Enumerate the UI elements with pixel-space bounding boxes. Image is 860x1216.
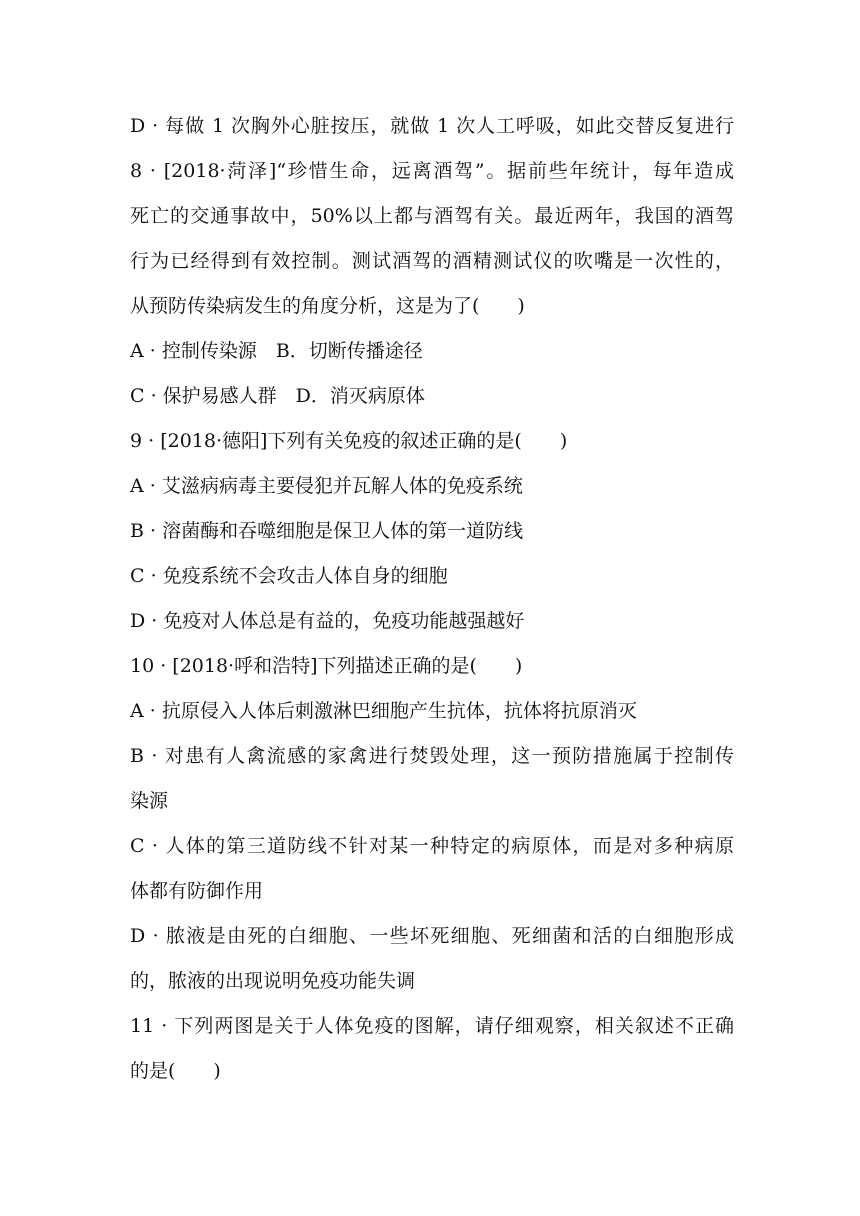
- question-9-option-a: A · 艾滋病病毒主要侵犯并瓦解人体的免疫系统: [130, 475, 523, 497]
- document-page: [130, 104, 734, 1094]
- question-10-option-c-line-1: C · 人体的第三道防线不针对某一种特定的病原体，而是对多种病原: [130, 835, 734, 857]
- question-9-stem: 9 · [2018·德阳]下列有关免疫的叙述正确的是( ): [130, 430, 568, 452]
- question-9-option-c: C · 免疫系统不会攻击人体自身的细胞: [130, 565, 448, 587]
- question-10-option-b-line-1: B · 对患有人禽流感的家禽进行焚毁处理，这一预防措施属于控制传: [130, 745, 734, 767]
- question-10-option-d-line-1: D · 脓液是由死的白细胞、一些坏死细胞、死细菌和活的白细胞形成: [130, 925, 734, 947]
- question-9-option-b: B · 溶菌酶和吞噬细胞是保卫人体的第一道防线: [130, 520, 524, 542]
- question-8-line-1: 8 · [2018·菏泽]“珍惜生命，远离酒驾”。据前些年统计，每年造成: [130, 160, 734, 182]
- question-8-options-ab: A · 控制传染源 B．切断传播途径: [130, 340, 423, 362]
- question-10-option-b-line-2: 染源: [130, 790, 169, 812]
- question-11-stem-line-2: 的是( ): [130, 1060, 221, 1082]
- question-11-stem-line-1: 11 · 下列两图是关于人体免疫的图解，请仔细观察，相关叙述不正确: [130, 1015, 734, 1037]
- question-8-options-cd: C · 保护易感人群 D．消灭病原体: [130, 385, 425, 407]
- question-10-stem: 10 · [2018·呼和浩特]下列描述正确的是( ): [130, 655, 523, 677]
- question-10-option-c-line-2: 体都有防御作用: [130, 880, 264, 902]
- question-8-line-2: 死亡的交通事故中，50%以上都与酒驾有关。最近两年，我国的酒驾: [130, 205, 734, 227]
- question-10-option-d-line-2: 的，脓液的出现说明免疫功能失调: [130, 970, 416, 992]
- question-9-option-d: D · 免疫对人体总是有益的，免疫功能越强越好: [130, 610, 525, 632]
- option-8d-prev: D · 每做 1 次胸外心脏按压，就做 1 次人工呼吸，如此交替反复进行: [130, 115, 734, 137]
- question-8-line-4: 从预防传染病发生的角度分析，这是为了( ): [130, 295, 525, 317]
- question-10-option-a: A · 抗原侵入人体后刺激淋巴细胞产生抗体，抗体将抗原消灭: [130, 700, 637, 722]
- question-8-line-3: 行为已经得到有效控制。测试酒驾的酒精测试仪的吹嘴是一次性的，: [130, 250, 734, 272]
